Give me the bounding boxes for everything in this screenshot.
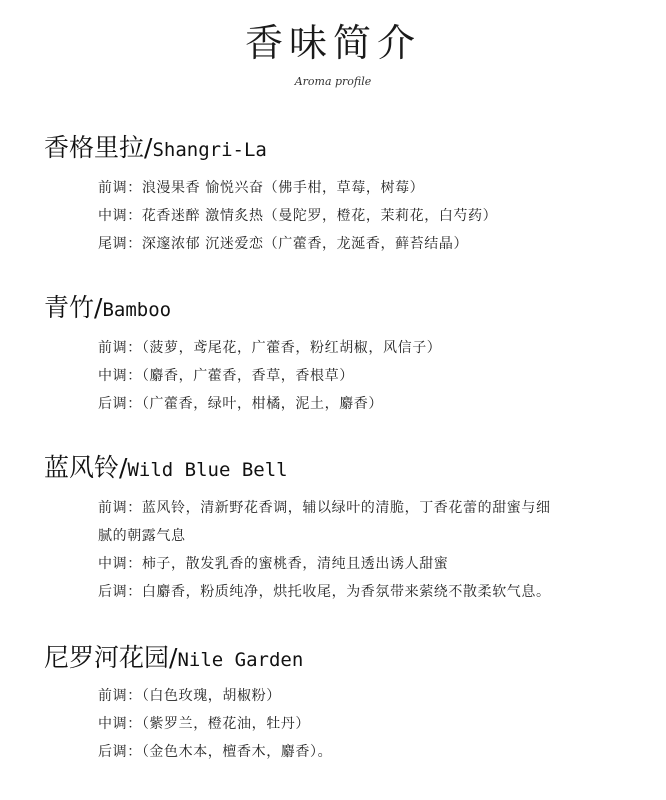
top-note <box>98 334 628 362</box>
section-title <box>44 452 288 487</box>
middle-note <box>98 550 628 578</box>
section-name-en: Nile Garden <box>177 649 304 671</box>
base-note <box>98 390 628 418</box>
section-name-en: Bamboo <box>102 299 172 321</box>
note-label: 后调： <box>98 396 142 412</box>
note-text: 深邃浓郁 沉迷爱恋（广藿香，龙涎香，藓苔结晶） <box>141 236 469 252</box>
base-note <box>98 738 628 766</box>
section-name-en: Wild Blue Bell <box>127 459 288 481</box>
section-title <box>44 132 267 167</box>
note-text: （麝香，广藿香，香草，香根草） <box>141 368 354 384</box>
note-label: 中调： <box>98 368 142 384</box>
middle-note <box>98 362 628 390</box>
note-label: 中调： <box>98 556 142 572</box>
section-name-en: Shangri-La <box>152 139 267 161</box>
note-label: 后调： <box>98 744 142 760</box>
note-text: （白色玫瑰，胡椒粉） <box>141 688 281 704</box>
top-note <box>98 174 628 202</box>
base-note <box>98 230 628 258</box>
note-label: 前调： <box>98 500 142 516</box>
note-text: （金色木本，檀香木，麝香）。 <box>141 744 333 760</box>
note-text: 浪漫果香 愉悦兴奋（佛手柑，草莓，树莓） <box>141 180 425 196</box>
note-label: 中调： <box>98 208 142 224</box>
middle-note <box>98 202 628 230</box>
note-label: 前调： <box>98 180 142 196</box>
note-text: （紫罗兰，橙花油，牡丹） <box>141 716 311 732</box>
note-label: 中调： <box>98 716 142 732</box>
note-text: （菠萝，鸢尾花，广藿香，粉红胡椒，风信子） <box>141 340 442 356</box>
note-text: 蓝风铃，清新野花香调，辅以绿叶的清脆，丁香花蕾的甜蜜与细 <box>141 500 551 516</box>
note-label: 前调： <box>98 688 142 704</box>
section-title <box>44 292 171 327</box>
note-label: 前调： <box>98 340 142 356</box>
section-title <box>44 642 303 677</box>
section-name-zh: 蓝风铃/ <box>44 453 128 482</box>
note-text: 白麝香，粉质纯净，烘托收尾，为香氛带来萦绕不散柔软气息。 <box>141 584 551 600</box>
middle-note <box>98 710 628 738</box>
page-title: 香味简介 <box>244 21 421 65</box>
top-note <box>98 682 628 710</box>
note-text: 柿子，散发乳香的蜜桃香，清纯且透出诱人甜蜜 <box>141 556 449 572</box>
base-note <box>98 578 628 606</box>
note-label: 后调： <box>98 584 142 600</box>
top-note <box>98 494 628 522</box>
top-note-continued <box>98 522 628 550</box>
note-text: 腻的朝露气息 <box>98 528 186 544</box>
note-text: （广藿香，绿叶，柑橘，泥土，麝香） <box>141 396 384 412</box>
note-label: 尾调： <box>98 236 142 252</box>
page-subtitle: Aroma profile <box>294 75 372 88</box>
note-text: 花香迷醉 激情炙热（曼陀罗，橙花，茉莉花，白芍药） <box>141 208 498 224</box>
section-name-zh: 尼罗河花园/ <box>44 643 178 672</box>
section-name-zh: 青竹/ <box>44 293 103 322</box>
section-name-zh: 香格里拉/ <box>44 133 153 162</box>
